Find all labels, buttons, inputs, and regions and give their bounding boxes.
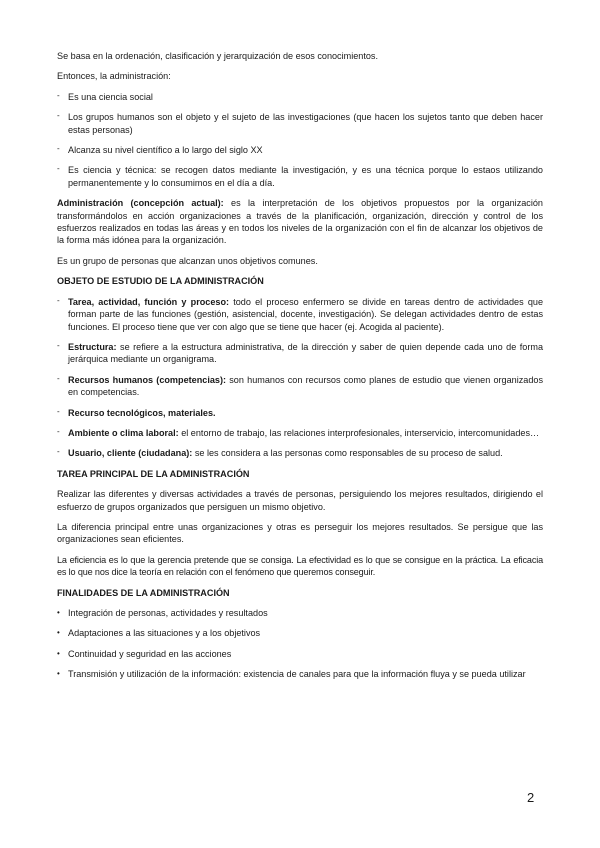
list-item-text: Integración de personas, actividades y resultados	[68, 608, 268, 618]
list-item	[57, 374, 543, 399]
list-item-text: Adaptaciones a las situaciones y a los objetivos	[68, 628, 261, 639]
list-item	[57, 164, 543, 189]
finalidades-list	[57, 607, 543, 681]
document-page	[57, 50, 543, 689]
item-text: se les considera a las personas como responsables de su proceso de salud.	[192, 448, 503, 459]
list-item	[57, 111, 543, 136]
page-number: 2	[527, 790, 535, 805]
list-item	[57, 627, 543, 639]
dash-marker: -	[57, 164, 60, 174]
item-text: son humanos con recursos como planes de estudio que vienen organizados en competencias.	[68, 374, 544, 398]
list-item	[57, 427, 543, 439]
dash-marker: -	[57, 447, 60, 457]
list-item-text: Alcanza su nivel científico a lo largo del siglo XX	[68, 145, 263, 156]
item-text: el entorno de trabajo, las relaciones interprofesionales, interservicio, intercomunidades…	[178, 427, 540, 438]
list-item	[57, 341, 543, 366]
list-item	[57, 407, 543, 419]
finalidades-heading: FINALIDADES DE LA ADMINISTRACIÓN	[57, 587, 230, 598]
bullet-marker: •	[57, 648, 60, 658]
item-term: Ambiente o clima laboral:	[68, 427, 179, 438]
objeto-heading: OBJETO DE ESTUDIO DE LA ADMINISTRACIÓN	[57, 276, 264, 287]
tarea-heading: TAREA PRINCIPAL DE LA ADMINISTRACIÓN	[57, 468, 250, 479]
list-item-text: Es una ciencia social	[68, 91, 153, 102]
intro-paragraph-2: Entonces, la administración:	[57, 71, 171, 82]
list-item	[57, 144, 543, 156]
bullet-marker: •	[57, 669, 60, 679]
list-item	[57, 607, 543, 619]
list-item-text: Continuidad y seguridad en las acciones	[68, 648, 232, 659]
item-term: Estructura:	[68, 341, 117, 352]
objeto-list	[57, 296, 543, 460]
tarea-paragraph-3: La eficiencia es lo que la gerencia pretende que se consiga. La efectividad es lo que se consigue en la práctica. La eficacia es lo que nos dice la teoría en relación con el fenómeno que queremos conseguir.	[57, 554, 543, 578]
tarea-paragraph-2: La diferencia principal entre unas organizaciones y otras es perseguir los mejores resultados. Se persigue que las organizaciones sean eficientes.	[57, 521, 543, 545]
item-term: Tarea, actividad, función y proceso:	[68, 296, 230, 307]
concepcion-text: es la interpretación de los objetivos propuestos por la organización transformándolos en acción organizaciones a través de la planificación, organización, dirección y control de los esfuerzos realizados en todas las áreas y en todos los niveles de la organización con el fin de alcanzar los objetivos de la forma más idónea para la organización.	[57, 198, 543, 246]
item-term: Usuario, cliente (ciudadana):	[68, 448, 193, 459]
concepcion-paragraph	[57, 197, 543, 247]
dash-marker: -	[57, 406, 60, 416]
list-item	[57, 447, 543, 459]
list-item	[57, 296, 543, 333]
list-item	[57, 668, 543, 680]
list-item-text: Transmisión y utilización de la información: existencia de canales para que la información fluya y se pueda utilizar	[68, 669, 526, 680]
bullet-marker: •	[57, 608, 60, 617]
intro-paragraph-1: Se basa en la ordenación, clasificación y jerarquización de esos conocimientos.	[57, 51, 378, 61]
list-item-text: Los grupos humanos son el objeto y el sujeto de las investigaciones (que hacen los sujetos tanto que deben hacer estas personas)	[68, 112, 543, 135]
concepcion-term: Administración (concepción actual):	[57, 198, 224, 209]
item-term: Recurso tecnológicos, materiales.	[68, 407, 216, 418]
admin-characteristics-list	[57, 91, 543, 189]
list-item	[57, 91, 543, 103]
dash-marker: -	[57, 340, 60, 350]
dash-marker: -	[57, 111, 60, 121]
item-text: se refiere a la estructura administrativa, de la dirección y saber de quien depende cada uno de forma jerárquica mediante un organigrama.	[68, 341, 543, 365]
dash-marker: -	[57, 373, 60, 383]
dash-marker: -	[57, 295, 60, 305]
item-term: Recursos humanos (competencias):	[68, 374, 227, 385]
item-text: todo el proceso enfermero se divide en tareas dentro de actividades que forman parte de las funciones (gestión, asistencial, docente, investigación). Se delegan actividades dentro de estas funciones. El proceso tiene que ver con algo que se tiene que hacer (ej. Acogida al paciente).	[68, 296, 543, 332]
list-item	[57, 648, 543, 660]
list-item-text: Es ciencia y técnica: se recogen datos mediante la investigación, y es una técnica porque lo estaos utilizando permanentemente y lo consumimos en el día a día.	[68, 165, 543, 188]
dash-marker: -	[57, 144, 60, 154]
grupo-paragraph: Es un grupo de personas que alcanzan unos objetivos comunes.	[57, 255, 318, 266]
tarea-paragraph-1: Realizar las diferentes y diversas actividades a través de personas, persiguiendo los mejores resultados, dirigiendo el esfuerzo de grupos organizados que persiguen un mismo objetivo.	[57, 489, 543, 512]
dash-marker: -	[57, 90, 60, 100]
dash-marker: -	[57, 426, 60, 436]
bullet-marker: •	[57, 628, 60, 638]
